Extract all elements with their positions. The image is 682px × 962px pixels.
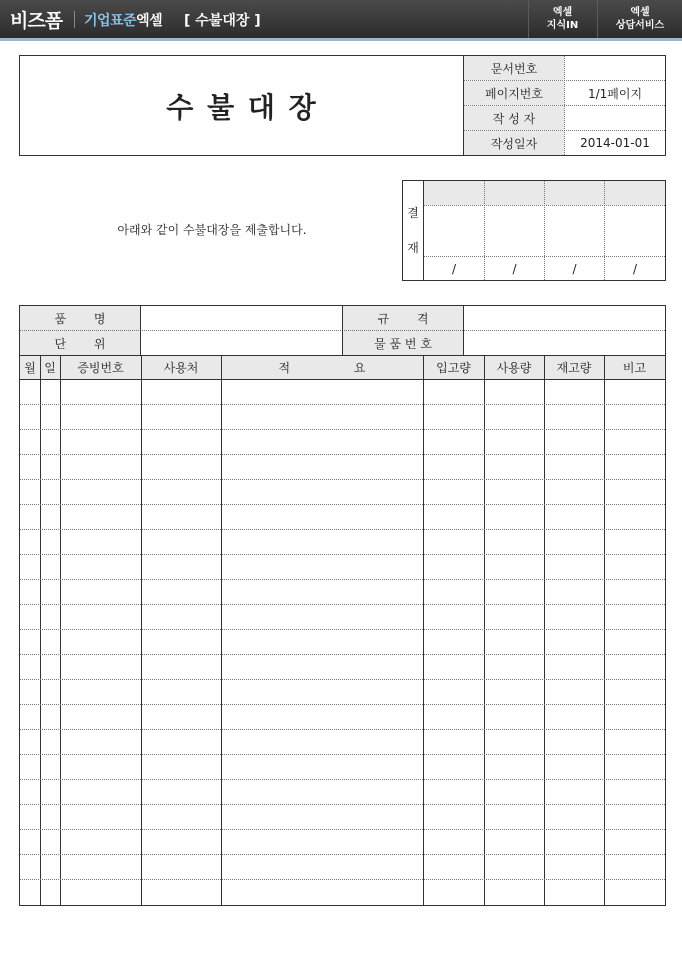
ledger-cell-stock-qty[interactable]: [545, 655, 604, 679]
ledger-cell-description[interactable]: [222, 405, 423, 429]
ledger-cell-month[interactable]: [21, 430, 40, 454]
ledger-cell-description[interactable]: [222, 505, 423, 529]
ledger-cell-receipt-no[interactable]: [61, 605, 141, 629]
ledger-cell-stock-qty[interactable]: [545, 830, 604, 854]
ledger-cell-stock-qty[interactable]: [545, 680, 604, 704]
ledger-cell-day[interactable]: [41, 655, 60, 679]
ledger-cell-remarks[interactable]: [605, 855, 665, 879]
ledger-cell-month[interactable]: [21, 455, 40, 479]
unit-label: 단 위: [54, 336, 106, 351]
approval-date-4[interactable]: /: [632, 261, 638, 276]
ledger-cell-remarks[interactable]: [605, 830, 665, 854]
ledger-cell-usage-place[interactable]: [142, 805, 221, 829]
product-name-field[interactable]: [141, 306, 342, 330]
ledger-cell-month[interactable]: [21, 405, 40, 429]
ledger-cell-stock-qty[interactable]: [545, 730, 604, 754]
brand-label[interactable]: [84, 10, 162, 30]
ledger-cell-receipt-no[interactable]: [61, 555, 141, 579]
ledger-cell-stock-qty[interactable]: [545, 580, 604, 604]
ledger-cell-inbound-qty[interactable]: [424, 855, 484, 879]
column-header-day: 일: [44, 361, 56, 375]
ledger-cell-month[interactable]: [21, 505, 40, 529]
ledger-cell-used-qty[interactable]: [485, 580, 544, 604]
ledger-cell-stock-qty[interactable]: [545, 505, 604, 529]
ledger-cell-inbound-qty[interactable]: [424, 405, 484, 429]
ledger-cell-used-qty[interactable]: [485, 555, 544, 579]
ledger-cell-remarks[interactable]: [605, 805, 665, 829]
page-title: 수 불 대 장: [166, 90, 318, 124]
ledger-cell-month[interactable]: [21, 530, 40, 554]
ledger-cell-month[interactable]: [21, 655, 40, 679]
ledger-cell-stock-qty[interactable]: [545, 455, 604, 479]
ledger-cell-month[interactable]: [21, 555, 40, 579]
product-name-label: 품 명: [54, 311, 106, 326]
ledger-cell-remarks[interactable]: [605, 555, 665, 579]
brand-main: 기업표준: [84, 13, 137, 29]
ledger-cell-day[interactable]: [41, 705, 60, 729]
ledger-cell-used-qty[interactable]: [485, 655, 544, 679]
ledger-cell-receipt-no[interactable]: [61, 755, 141, 779]
ledger-cell-inbound-qty[interactable]: [424, 655, 484, 679]
ledger-cell-day[interactable]: [41, 505, 60, 529]
ledger-cell-day[interactable]: [41, 855, 60, 879]
ledger-cell-used-qty[interactable]: [485, 480, 544, 504]
ledger-cell-inbound-qty[interactable]: [424, 505, 484, 529]
ledger-cell-remarks[interactable]: [605, 730, 665, 754]
ledger-cell-month[interactable]: [21, 705, 40, 729]
excel-knowledge-button[interactable]: 엑셀 지식IN: [528, 0, 596, 38]
ledger-cell-used-qty[interactable]: [485, 830, 544, 854]
ledger-cell-used-qty[interactable]: [485, 755, 544, 779]
ledger-cell-day[interactable]: [41, 555, 60, 579]
ledger-cell-usage-place[interactable]: [142, 405, 221, 429]
intro-text: 아래와 같이 수불대장을 제출합니다.: [117, 222, 307, 237]
ledger-cell-receipt-no[interactable]: [61, 430, 141, 454]
ledger-cell-receipt-no[interactable]: [61, 705, 141, 729]
ledger-cell-inbound-qty[interactable]: [424, 805, 484, 829]
ledger-cell-day[interactable]: [41, 380, 60, 404]
ledger-cell-month[interactable]: [21, 480, 40, 504]
ledger-cell-inbound-qty[interactable]: [424, 680, 484, 704]
ledger-cell-stock-qty[interactable]: [545, 805, 604, 829]
ledger-cell-usage-place[interactable]: [142, 755, 221, 779]
ledger-cell-usage-place[interactable]: [142, 880, 221, 904]
doc-number-label: 문서번호: [464, 56, 564, 80]
ledger-cell-month[interactable]: [21, 380, 40, 404]
ledger-cell-description[interactable]: [222, 655, 423, 679]
ledger-cell-inbound-qty[interactable]: [424, 780, 484, 804]
ledger-cell-month[interactable]: [21, 680, 40, 704]
unit-field[interactable]: [141, 331, 342, 355]
ledger-cell-inbound-qty[interactable]: [424, 580, 484, 604]
ledger-cell-inbound-qty[interactable]: [424, 880, 484, 904]
column-header-month: 월: [24, 361, 36, 375]
ledger-cell-usage-place[interactable]: [142, 455, 221, 479]
ledger-cell-receipt-no[interactable]: [61, 480, 141, 504]
date-field[interactable]: 2014-01-01: [580, 136, 650, 150]
ledger-cell-stock-qty[interactable]: [545, 605, 604, 629]
ledger-cell-month[interactable]: [21, 830, 40, 854]
ledger-cell-description[interactable]: [222, 755, 423, 779]
bizform-logo[interactable]: 비즈폼: [10, 10, 63, 32]
ledger-cell-description[interactable]: [222, 480, 423, 504]
ledger-cell-inbound-qty[interactable]: [424, 380, 484, 404]
ledger-cell-month[interactable]: [21, 755, 40, 779]
ledger-cell-receipt-no[interactable]: [61, 730, 141, 754]
ledger-cell-usage-place[interactable]: [142, 630, 221, 654]
ledger-cell-used-qty[interactable]: [485, 780, 544, 804]
ledger-cell-day[interactable]: [41, 805, 60, 829]
ledger-cell-day[interactable]: [41, 405, 60, 429]
ledger-cell-usage-place[interactable]: [142, 430, 221, 454]
ledger-cell-used-qty[interactable]: [485, 455, 544, 479]
ledger-cell-usage-place[interactable]: [142, 730, 221, 754]
ledger-cell-day[interactable]: [41, 830, 60, 854]
ledger-cell-remarks[interactable]: [605, 630, 665, 654]
ledger-cell-remarks[interactable]: [605, 880, 665, 904]
ledger-cell-stock-qty[interactable]: [545, 880, 604, 904]
ledger-cell-inbound-qty[interactable]: [424, 455, 484, 479]
ledger-cell-used-qty[interactable]: [485, 405, 544, 429]
ledger-cell-remarks[interactable]: [605, 455, 665, 479]
ledger-cell-description[interactable]: [222, 630, 423, 654]
spec-field[interactable]: [464, 306, 665, 330]
column-header-inbound-qty: 입고량: [436, 361, 471, 375]
ledger-cell-stock-qty[interactable]: [545, 380, 604, 404]
ledger-cell-remarks[interactable]: [605, 755, 665, 779]
ledger-cell-receipt-no[interactable]: [61, 830, 141, 854]
ledger-cell-stock-qty[interactable]: [545, 405, 604, 429]
ledger-cell-receipt-no[interactable]: [61, 630, 141, 654]
ledger-cell-day[interactable]: [41, 630, 60, 654]
ledger-cell-used-qty[interactable]: [485, 530, 544, 554]
ledger-cell-month[interactable]: [21, 580, 40, 604]
ledger-cell-used-qty[interactable]: [485, 680, 544, 704]
ledger-cell-description[interactable]: [222, 830, 423, 854]
ledger-cell-remarks[interactable]: [605, 480, 665, 504]
column-header-description: 적 요: [278, 361, 366, 375]
ledger-cell-inbound-qty[interactable]: [424, 555, 484, 579]
date-label: 작성일자: [464, 131, 564, 155]
approval-label-bottom: 재: [407, 240, 419, 255]
ledger-cell-used-qty[interactable]: [485, 705, 544, 729]
ledger-cell-description[interactable]: [222, 555, 423, 579]
ledger-cell-remarks[interactable]: [605, 680, 665, 704]
ledger-cell-month[interactable]: [21, 805, 40, 829]
column-header-receipt-no: 증빙번호: [77, 361, 124, 375]
ledger-cell-day[interactable]: [41, 605, 60, 629]
ledger-cell-usage-place[interactable]: [142, 655, 221, 679]
ledger-cell-receipt-no[interactable]: [61, 580, 141, 604]
ledger-cell-usage-place[interactable]: [142, 505, 221, 529]
item-number-field[interactable]: [464, 331, 665, 355]
ledger-cell-description[interactable]: [222, 855, 423, 879]
ledger-cell-description[interactable]: [222, 530, 423, 554]
logo-divider: [74, 11, 75, 28]
ledger-cell-receipt-no[interactable]: [61, 530, 141, 554]
ledger-cell-stock-qty[interactable]: [545, 530, 604, 554]
ledger-cell-description[interactable]: [222, 805, 423, 829]
top-bar: [0, 0, 682, 41]
ledger-cell-day[interactable]: [41, 730, 60, 754]
ledger-cell-day[interactable]: [41, 780, 60, 804]
document-name: [ 수불대장 ]: [184, 13, 261, 29]
ledger-cell-remarks[interactable]: [605, 505, 665, 529]
ledger-cell-used-qty[interactable]: [485, 730, 544, 754]
author-field[interactable]: [565, 106, 665, 130]
column-header-usage-place: 사용처: [163, 361, 199, 375]
ledger-cell-description[interactable]: [222, 730, 423, 754]
ledger-cell-used-qty[interactable]: [485, 505, 544, 529]
ledger-cell-description[interactable]: [222, 780, 423, 804]
excel-consult-button[interactable]: 엑셀 상담서비스: [597, 0, 682, 38]
ledger-cell-description[interactable]: [222, 680, 423, 704]
ledger-cell-month[interactable]: [21, 855, 40, 879]
ledger-cell-used-qty[interactable]: [485, 630, 544, 654]
ledger-cell-inbound-qty[interactable]: [424, 605, 484, 629]
ledger-cell-description[interactable]: [222, 580, 423, 604]
ledger-cell-remarks[interactable]: [605, 405, 665, 429]
ledger-cell-usage-place[interactable]: [142, 830, 221, 854]
ledger-cell-day[interactable]: [41, 680, 60, 704]
ledger-cell-usage-place[interactable]: [142, 580, 221, 604]
ledger-cell-stock-qty[interactable]: [545, 555, 604, 579]
ledger-cell-used-qty[interactable]: [485, 805, 544, 829]
approval-date-2[interactable]: /: [512, 261, 517, 276]
ledger-cell-inbound-qty[interactable]: [424, 530, 484, 554]
ledger-cell-description[interactable]: [222, 455, 423, 479]
ledger-cell-stock-qty[interactable]: [545, 480, 604, 504]
ledger-cell-day[interactable]: [41, 455, 60, 479]
ledger-cell-stock-qty[interactable]: [545, 705, 604, 729]
ledger-cell-used-qty[interactable]: [485, 605, 544, 629]
approval-date-1[interactable]: /: [451, 261, 457, 276]
ledger-cell-receipt-no[interactable]: [61, 805, 141, 829]
ledger-cell-receipt-no[interactable]: [61, 405, 141, 429]
ledger-cell-receipt-no[interactable]: [61, 855, 141, 879]
ledger-cell-description[interactable]: [222, 880, 423, 904]
author-label: 작 성 자: [464, 106, 564, 130]
ledger-cell-receipt-no[interactable]: [61, 380, 141, 404]
ledger-cell-usage-place[interactable]: [142, 780, 221, 804]
column-header-used-qty: 사용량: [496, 361, 532, 375]
ledger-cell-used-qty[interactable]: [485, 430, 544, 454]
ledger-cell-month[interactable]: [21, 605, 40, 629]
ledger-cell-month[interactable]: [21, 630, 40, 654]
ledger-cell-day[interactable]: [41, 880, 60, 904]
ledger-cell-inbound-qty[interactable]: [424, 755, 484, 779]
ledger-cell-inbound-qty[interactable]: [424, 830, 484, 854]
ledger-cell-month[interactable]: [21, 880, 40, 904]
ledger-cell-used-qty[interactable]: [485, 855, 544, 879]
item-number-label: 물 품 번 호: [374, 336, 432, 351]
ledger-cell-stock-qty[interactable]: [545, 430, 604, 454]
ledger-cell-inbound-qty[interactable]: [424, 430, 484, 454]
brand-sub: 엑셀: [136, 13, 163, 29]
ledger-cell-usage-place[interactable]: [142, 605, 221, 629]
ledger-cell-month[interactable]: [21, 730, 40, 754]
ledger-cell-remarks[interactable]: [605, 530, 665, 554]
ledger-cell-usage-place[interactable]: [142, 380, 221, 404]
column-header-remarks: 비고: [622, 361, 647, 375]
ledger-cell-receipt-no[interactable]: [61, 880, 141, 904]
ledger-cell-description[interactable]: [222, 705, 423, 729]
ledger-cell-used-qty[interactable]: [485, 880, 544, 904]
ledger-cell-remarks[interactable]: [605, 605, 665, 629]
ledger-cell-usage-place[interactable]: [142, 680, 221, 704]
ledger-cell-receipt-no[interactable]: [61, 680, 141, 704]
doc-number-field[interactable]: [565, 56, 665, 80]
spec-label: 규 격: [377, 311, 429, 326]
ledger-cell-inbound-qty[interactable]: [424, 730, 484, 754]
page-number-field[interactable]: 1/1페이지: [587, 86, 643, 101]
ledger-cell-receipt-no[interactable]: [61, 455, 141, 479]
page-number-label: 페이지번호: [464, 81, 564, 105]
ledger-cell-month[interactable]: [21, 780, 40, 804]
ledger-cell-usage-place[interactable]: [142, 530, 221, 554]
ledger-cell-day[interactable]: [41, 430, 60, 454]
ledger-cell-remarks[interactable]: [605, 580, 665, 604]
ledger-cell-inbound-qty[interactable]: [424, 630, 484, 654]
ledger-cell-remarks[interactable]: [605, 380, 665, 404]
ledger-cell-day[interactable]: [41, 480, 60, 504]
ledger-cell-usage-place[interactable]: [142, 855, 221, 879]
ledger-cell-description[interactable]: [222, 380, 423, 404]
ledger-cell-stock-qty[interactable]: [545, 755, 604, 779]
ledger-cell-used-qty[interactable]: [485, 380, 544, 404]
ledger-cell-remarks[interactable]: [605, 655, 665, 679]
ledger-cell-description[interactable]: [222, 430, 423, 454]
ledger-cell-receipt-no[interactable]: [61, 505, 141, 529]
ledger-cell-remarks[interactable]: [605, 780, 665, 804]
ledger-cell-usage-place[interactable]: [142, 705, 221, 729]
ledger-cell-inbound-qty[interactable]: [424, 705, 484, 729]
column-header-stock-qty: 재고량: [556, 361, 592, 375]
approval-date-3[interactable]: /: [572, 261, 577, 276]
ledger-cell-receipt-no[interactable]: [61, 780, 141, 804]
ledger-cell-remarks[interactable]: [605, 705, 665, 729]
ledger-cell-inbound-qty[interactable]: [424, 480, 484, 504]
ledger-cell-day[interactable]: [41, 755, 60, 779]
ledger-cell-remarks[interactable]: [605, 430, 665, 454]
ledger-cell-day[interactable]: [41, 530, 60, 554]
ledger-cell-stock-qty[interactable]: [545, 855, 604, 879]
ledger-cell-description[interactable]: [222, 605, 423, 629]
ledger-cell-usage-place[interactable]: [142, 480, 221, 504]
ledger-cell-receipt-no[interactable]: [61, 655, 141, 679]
ledger-cell-stock-qty[interactable]: [545, 630, 604, 654]
ledger-cell-usage-place[interactable]: [142, 555, 221, 579]
approval-label-top: 결: [407, 205, 419, 220]
ledger-cell-day[interactable]: [41, 580, 60, 604]
ledger-cell-stock-qty[interactable]: [545, 780, 604, 804]
